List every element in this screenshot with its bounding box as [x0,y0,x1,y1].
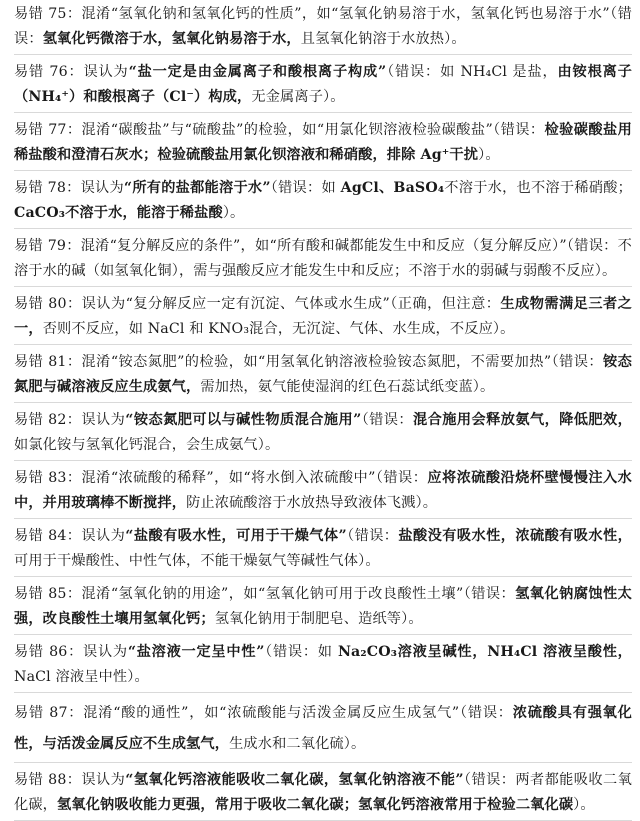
entry-text: 易错 85：混淆“氢氧化钠的用途”，如“氢氧化钠可用于改良酸性土壤”（错误： [14,586,516,602]
entry-text: 易错 80：误认为“复分解反应一定有沉淀、气体或水生成”（正确，但注意： [14,296,501,312]
entry-text: （错误： [361,412,414,428]
emphasis-text: 应将浓硫酸沿烧杯壁慢慢注入水中，并用玻璃棒不断搅拌， [14,470,632,511]
emphasis-text: 生成物需满足三者之一， [14,296,632,337]
error-entry [14,118,632,171]
error-entry [14,176,632,229]
entry-text: 易错 75：混淆“氢氧化钠和氢氧化钙的性质”，如“氢氧化钠易溶于水，氢氧化钙也易溶于水”（错误： [14,6,632,47]
entry-text: NaCl 溶液呈中性）。 [14,669,149,685]
emphasis-text: 氢氧化钠腐蚀性太强，改良酸性土壤用氢氧化钙； [14,586,632,627]
error-list [14,2,632,821]
emphasis-text: 铵态氮肥与碱溶液反应生成氨气， [14,354,632,395]
error-entry [14,60,632,113]
entry-text: （错误：如 [264,644,338,660]
entry-text: 可用于干燥酸性、中性气体，不能干燥氨气等碱性气体）。 [14,553,380,569]
entry-text: 易错 87：混淆“酸的通性”，如“浓硫酸能与活泼金属反应生成氢气”（错误： [14,705,513,721]
entry-text: 防止浓硫酸溶于水放热导致液体飞溅）。 [186,495,438,511]
entry-text: 易错 79：混淆“复分解反应的条件”，如“所有酸和碱都能发生中和反应（复分解反应）”（错误：不溶于水的碱（如氢氧化铜），需与强酸反应才能发生中和反应；不溶于水的弱碱与弱酸不反应）。 [14,238,632,279]
emphasis-text: 氢氧化钙微溶于水，氢氧化钠易溶于水， [42,31,301,47]
entry-text: 易错 84：误认为 [14,528,126,544]
entry-text: 易错 88：误认为 [14,772,126,788]
entry-text: （错误：如 [270,180,341,196]
error-entry [14,640,632,693]
entry-text: 易错 77：混淆“碳酸盐”与“硫酸盐”的检验，如“用氯化钡溶液检验碳酸盐”（错误： [14,122,545,138]
emphasis-text: 氢氧化钠吸收能力更强，常用于吸收二氧化碳；氢氧化钙溶液常用于检验二氧化碳 [57,797,574,813]
emphasis-text: “氢氧化钙溶液能吸收二氧化碳，氢氧化钠溶液不能” [125,772,464,788]
emphasis-text: 浓硫酸具有强氧化性，与活泼金属反应不生成氢气， [14,705,632,752]
entry-text: 生成水和二氧化硫）。 [229,736,366,752]
error-entry [14,350,632,403]
emphasis-text: 盐酸没有吸水性，浓硫酸有吸水性， [398,528,632,544]
entry-text: 且氢氧化钠溶于水放热）。 [300,31,466,47]
entry-text: 易错 83：混淆“浓硫酸的稀释”，如“将水倒入浓硫酸中”（错误： [14,470,428,486]
error-entry [14,466,632,519]
error-entry [14,292,632,345]
entry-text: ）。 [478,147,500,163]
emphasis-text: 混合施用会释放氨气，降低肥效， [413,412,632,428]
entry-text: 氢氧化钠用于制肥皂、造纸等）。 [214,611,423,627]
emphasis-text: “所有的盐都能溶于水” [123,180,271,196]
emphasis-text: Na₂CO₃溶液呈碱性，NH₄Cl 溶液呈酸性， [337,644,632,660]
entry-text: 易错 76：误认为 [14,64,129,80]
entry-text: （错误：两者都能吸收二氧化碳， [14,772,632,813]
emphasis-text: “盐溶液一定呈中性” [127,644,265,660]
emphasis-text: 检验碳酸盐用稀盐酸和澄清石灰水；检验硫酸盐用氯化钡溶液和稀硝酸，排除 Ag⁺干扰 [14,122,632,163]
error-entry [14,524,632,577]
entry-text: 易错 78：误认为 [14,180,124,196]
entry-text: 易错 86：误认为 [14,644,128,660]
error-entry [14,234,632,287]
emphasis-text: “盐一定是由金属离子和酸根离子构成” [128,64,387,80]
entry-text: 不溶于水，也不溶于稀硝酸； [444,180,632,196]
emphasis-text: CaCO₃不溶于水，能溶于稀盐酸 [14,205,223,221]
entry-text: （错误：如 NH₄Cl 是盐， [386,64,558,80]
emphasis-text: “盐酸有吸水性，可用于干燥气体” [125,528,347,544]
entry-text: 无金属离子）。 [251,89,345,105]
entry-text: 如氯化铵与氢氧化钙混合，会生成氨气）。 [14,437,280,453]
emphasis-text: AgCl、BaSO₄ [340,180,445,196]
entry-text: （错误： [346,528,399,544]
entry-text: 需加热，氨气能使湿润的红色石蕊试纸变蓝）。 [200,379,495,395]
entry-text: 易错 81：混淆“铵态氮肥”的检验，如“用氢氧化钠溶液检验铵态氮肥，不需要加热”（错误： [14,354,604,370]
error-entry [14,408,632,461]
entry-text: 易错 82：误认为 [14,412,126,428]
error-entry [14,582,632,635]
entry-text: ）。 [222,205,245,221]
error-entry [14,768,632,821]
error-entry [14,698,632,763]
entry-text: 否则不反应，如 NaCl 和 KNO₃混合，无沉淀、气体、水生成，不反应）。 [42,321,515,337]
entry-text: ）。 [573,797,595,813]
error-entry [14,2,632,55]
emphasis-text: “铵态氮肥可以与碱性物质混合施用” [125,412,362,428]
emphasis-text: 由铵根离子（NH₄⁺）和酸根离子（Cl⁻）构成， [14,64,632,105]
